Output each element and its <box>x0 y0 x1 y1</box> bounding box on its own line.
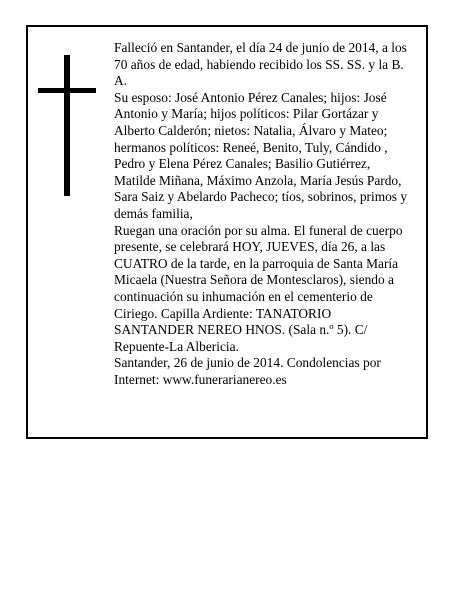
cross-icon <box>38 55 96 196</box>
funeral-details-paragraph: Ruegan una oración por su alma. El funeral de cuerpo presente, se celebrará HOY, JUEVES, día 26, a las CUATRO de la tarde, en la parroquia de Santa María Micaela (Nuestra Señora de Montesclaros), siendo a continuación su inhumación en el cementerio de Ciriego. Capilla Ardiente: TANATORIO SANTANDER NEREO HNOS. (Sala n.º 5). C/ Repuente-La Albericia. <box>114 222 403 354</box>
family-list-paragraph: Su esposo: José Antonio Pérez Canales; hijos: José Antonio y María; hijos políticos: Pilar Gortázar y Alberto Calderón; nietos: Natalia, Álvaro y Mateo; hermanos políticos: Reneé, Benito, Tuly, Cándido , Pedro y Elena Pérez Canales; Basilio Gutiérrez, Matilde Miñana, Máximo Anzola, María Jesús Pardo, Sara Saiz y Abelardo Pacheco; tíos, sobrinos, primos y demás familia, <box>114 89 408 221</box>
date-and-condolences-paragraph: Santander, 26 de junio de 2014. Condolencias por Internet: www.funerarianereo.es <box>114 355 381 387</box>
cross-horizontal-bar <box>38 88 96 93</box>
death-announcement-paragraph: Falleció en Santander, el día 24 de junio de 2014, a los 70 años de edad, habiendo recibido los SS. SS. y la B. A. <box>114 40 407 89</box>
cross-vertical-bar <box>64 55 70 196</box>
obituary-text <box>114 40 414 388</box>
